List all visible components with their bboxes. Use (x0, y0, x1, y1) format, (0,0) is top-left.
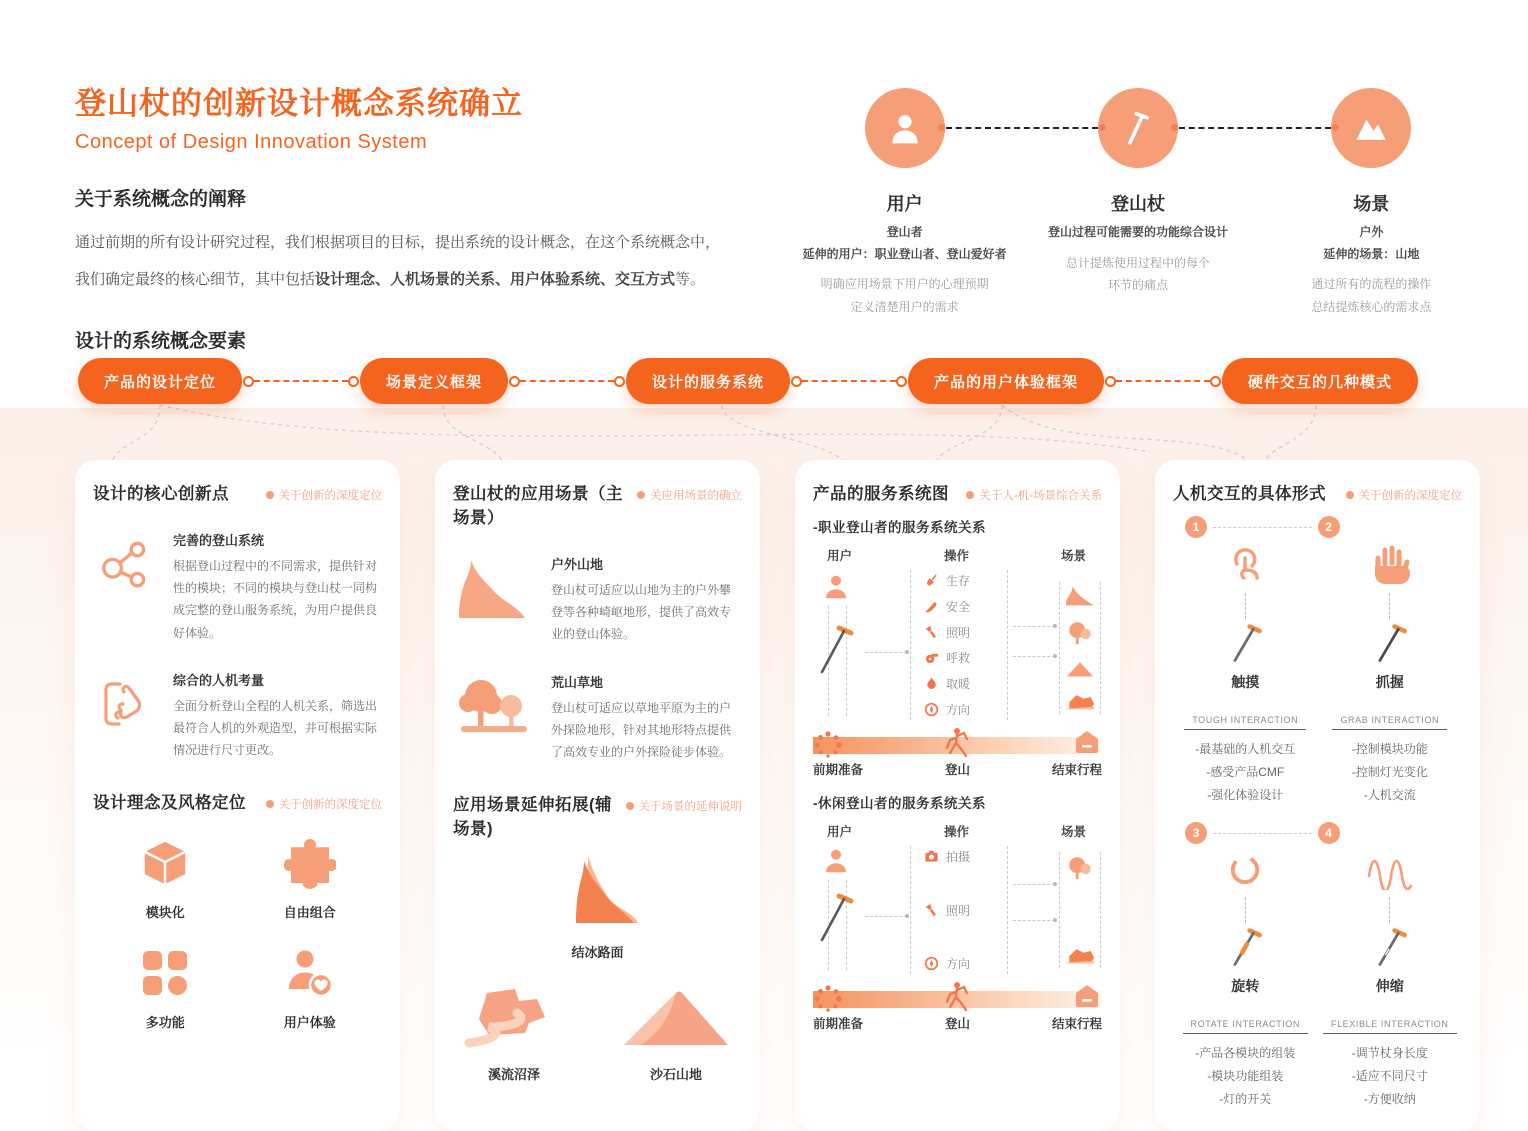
mini-rocks-icon (1064, 944, 1096, 965)
innovation-item (93, 670, 382, 762)
triad-connector-2 (1179, 127, 1331, 129)
col-scene: 场景 (1060, 825, 1086, 839)
op-label: 照明 (946, 625, 971, 640)
pill-design-positioning: 产品的设计定位 (78, 358, 242, 404)
dashed-line (1013, 920, 1055, 921)
pill-interaction-modes: 硬件交互的几种模式 (1222, 358, 1418, 404)
pill-connector (254, 380, 348, 382)
intro-line1: 通过前期的所有设计研究过程，我们根据项目的目标，提出系统的设计概念，在这个系统概念中， (75, 234, 721, 251)
quad-bullet: -调节杖身长度 (1351, 1046, 1428, 1061)
triad-sub2: 延伸的用户：职业登山者、登山爱好者 (802, 246, 1007, 261)
flame-icon (924, 676, 939, 691)
quad-bullet: -感受产品CMF (1206, 764, 1285, 779)
spinner-dots-icon (813, 730, 843, 760)
op-label: 取暖 (946, 677, 971, 692)
aux-scene (616, 985, 736, 1083)
trekking-pole-icon (813, 890, 863, 946)
tag-dot-icon (266, 800, 274, 808)
style-cell (93, 837, 238, 921)
badge-row (1173, 822, 1462, 844)
hiker-icon (942, 726, 974, 760)
quad-en-label: FLEXIBLE INTERACTION (1323, 1017, 1457, 1034)
tl-prepare: 前期准备 (813, 1017, 864, 1031)
tag-dot-icon (1346, 491, 1354, 499)
sand-mountain-icon (616, 985, 736, 1051)
card4-title: 人机交互的具体形式 (1173, 485, 1326, 503)
triad-title: 场景 (1353, 194, 1390, 214)
casual-diagram (813, 846, 1102, 974)
op-row (924, 701, 1007, 718)
quad-bullet: -产品各模块的组装 (1195, 1046, 1296, 1061)
card2-subheading: 应用场景延伸拓展(辅场景) (453, 796, 612, 839)
mini-peak-icon (1065, 660, 1095, 677)
timeline-labels (813, 760, 1102, 778)
quad-en-label: GRAB INTERACTION (1332, 713, 1447, 730)
col-ops: 操作 (943, 825, 969, 839)
pro-diagram-label: -职业登山者的服务系统关系 (813, 520, 986, 535)
item-title: 荒山草地 (551, 674, 604, 690)
op-row (924, 955, 1007, 972)
dashed-line (1013, 884, 1055, 885)
share-nodes-icon (97, 534, 155, 592)
item-title: 完善的登山系统 (173, 533, 265, 548)
intro-line2-bold: 设计理念、人机场景的关系、用户体验系统、交互方式 (315, 270, 676, 288)
style-cell (238, 947, 383, 1031)
shovel-icon (924, 573, 939, 588)
user-icon (821, 846, 851, 876)
compass-icon (924, 702, 939, 717)
pill-scene-framework: 场景定义框架 (360, 358, 508, 404)
trekking-pole-icon (813, 622, 863, 678)
multi-function-icon (139, 947, 191, 999)
pill-connector (802, 380, 896, 382)
triad-connector-1 (946, 127, 1098, 129)
card-core-innovation (75, 460, 400, 1131)
tl-climb: 登山 (944, 763, 970, 777)
tag-dot-icon (266, 491, 274, 499)
casual-scene-list (1059, 852, 1101, 968)
item-text: 全面分析登山全程的人机关系，筛选出最符合人机的外观造型，并可根据实际情况进行尺寸更改。 (173, 698, 378, 758)
quadrant-flex (1318, 848, 1463, 1110)
style-label: 用户体验 (283, 1015, 336, 1031)
op-label: 方向 (946, 957, 971, 971)
pill-connector (1116, 380, 1210, 382)
flashlight-icon (924, 903, 939, 918)
card2-subtag: 关于场景的延伸说明 (626, 798, 743, 814)
flashlight-icon (924, 625, 939, 640)
casual-diagram-label: -休闲登山者的服务系统关系 (813, 796, 986, 811)
triad-sub2: 延伸的场景：山地 (1323, 246, 1420, 261)
dashed-line (1013, 656, 1055, 657)
item-title: 户外山地 (551, 557, 604, 572)
aux-scene-label: 沙石山地 (649, 1067, 702, 1083)
header (75, 78, 735, 154)
item-text: 登山杖可适应以山地为主的户外攀登等各种崎岖地形，提供了高效专业的登山体验。 (551, 583, 732, 642)
style-label: 多功能 (145, 1015, 185, 1031)
card-interaction-forms (1155, 460, 1480, 1131)
number-badge: 1 (1185, 516, 1207, 538)
number-badge: 2 (1318, 516, 1340, 538)
whistle-icon (924, 650, 939, 665)
quad-title: 伸缩 (1375, 978, 1404, 995)
style-label: 模块化 (145, 905, 185, 921)
triad-sub1: 登山过程可能需要的功能综合设计 (1047, 225, 1228, 239)
triad-user (788, 88, 1021, 319)
intro-heading: 关于系统概念的阐释 (75, 189, 247, 210)
quadrant-grab (1318, 542, 1463, 806)
trekking-pole-icon (1222, 925, 1268, 969)
style-grid (93, 837, 382, 1031)
triad-desc1: 总计提炼使用过程中的每个 (1065, 255, 1210, 270)
triad-title: 登山杖 (1110, 194, 1165, 214)
op-label: 安全 (946, 599, 971, 614)
triad-diagram (788, 88, 1488, 319)
casual-ops-list (910, 846, 1008, 974)
card-application-scenes (435, 460, 760, 1131)
quad-title: 抓握 (1375, 674, 1404, 690)
dashed-line (1245, 897, 1246, 923)
home-icon (1074, 729, 1100, 755)
pro-diagram (813, 570, 1102, 720)
knife-icon (924, 599, 939, 614)
card2-title: 登山杖的应用场景（主场景） (453, 485, 623, 527)
dashed-line (1013, 626, 1055, 627)
tl-finish: 结束行程 (1051, 763, 1102, 777)
dashed-line (1389, 593, 1390, 619)
mini-slope-icon (1064, 585, 1096, 607)
pro-ops-list (910, 570, 1008, 720)
dashed-line (1213, 833, 1312, 834)
item-text: 登山杖可适应以草地平原为主的户外探险地形，针对其地形特点提供了高效专业的户外探险徒步体验。 (551, 700, 732, 759)
triad-title: 用户 (886, 194, 923, 214)
touch-screen-icon (98, 674, 154, 734)
diagram-columns (813, 822, 1102, 840)
mini-tree-icon (1066, 855, 1094, 881)
quad-bullet: -灯的开关 (1219, 1091, 1272, 1106)
quad-bullet: -最基础的人机交互 (1195, 742, 1296, 756)
intro-section (75, 184, 735, 299)
op-label: 方向 (946, 702, 971, 717)
badge-row (1173, 516, 1462, 538)
op-label: 照明 (946, 903, 971, 918)
innovation-item (93, 530, 382, 644)
aux-scene (453, 853, 742, 961)
card1-tag: 关于创新的深度定位 (266, 487, 383, 503)
dashed-line (1213, 527, 1312, 528)
compass-icon (924, 956, 939, 971)
touch-icon (1221, 542, 1269, 586)
quad-bullet: -控制灯光变化 (1351, 764, 1428, 779)
trekking-pole-icon (1367, 925, 1413, 969)
triad-sub1: 户外 (1359, 225, 1384, 239)
mini-tree-icon (1066, 620, 1094, 646)
item-text: 根据登山过程中的不同需求，提供针对性的模块；不同的模块与登山杖一同构成完整的登山服务系统，为用户提供良好体验。 (173, 559, 378, 640)
tl-finish: 结束行程 (1051, 1017, 1102, 1031)
aux-scene (459, 985, 569, 1083)
triad-desc1: 明确应用场景下用户的心理预期 (820, 277, 989, 292)
tag-dot-icon (966, 491, 974, 499)
intro-line2-post: 等。 (675, 270, 706, 288)
mini-rocks-icon (1064, 690, 1096, 711)
rotate-icon (1222, 848, 1268, 890)
dashed-line (865, 652, 907, 653)
diagram-columns (813, 546, 1102, 564)
op-row (924, 902, 1007, 919)
cube-icon (139, 837, 191, 889)
item-title: 综合的人机考量 (173, 672, 265, 688)
triad-desc2: 环节的痛点 (1107, 278, 1168, 293)
quad-title: 旋转 (1231, 978, 1260, 995)
timeline-labels (813, 1014, 1102, 1032)
card3-title: 产品的服务系统图 (813, 485, 949, 503)
tag-dot-icon (626, 802, 634, 810)
dashed-line (1245, 593, 1246, 619)
quad-en-label: ROTATE INTERACTION (1183, 1017, 1308, 1034)
aux-scene-label: 溪流沼泽 (487, 1067, 540, 1083)
quadrant-touch (1173, 542, 1318, 806)
card2-tag: 关应用场景的确立 (637, 487, 742, 503)
casual-timeline (813, 982, 1102, 1030)
pro-scene-list (1059, 582, 1101, 714)
quad-bullet: -强化体验设计 (1207, 787, 1284, 802)
quad-en-label: TOUGH INTERACTION (1184, 713, 1306, 730)
op-row (924, 624, 1007, 641)
aux-scene-label: 结冰路面 (571, 945, 624, 961)
triad-desc1: 通过所有的流程的操作 (1311, 277, 1432, 292)
card1-subtag: 关于创新的深度定位 (266, 796, 383, 812)
card1-subheading: 设计理念及风格定位 (93, 794, 246, 813)
trekking-pole-icon (1116, 106, 1160, 150)
col-ops: 操作 (943, 549, 969, 563)
quad-title: 触摸 (1231, 674, 1260, 690)
spinner-dots-icon (813, 984, 843, 1014)
style-cell (238, 837, 383, 921)
quad-bullet: -模块功能组装 (1207, 1069, 1284, 1084)
triad-scene (1255, 88, 1488, 319)
quad-bullet: -适应不同尺寸 (1351, 1069, 1428, 1084)
tl-climb: 登山 (944, 1017, 970, 1031)
home-icon (1074, 983, 1100, 1009)
scene-item (453, 672, 742, 764)
page-title: 登山杖的创新设计概念系统确立 (75, 86, 523, 121)
wave-icon (1364, 848, 1416, 890)
card-service-system (795, 460, 1120, 1131)
op-row (924, 649, 1007, 666)
scene-item (453, 554, 742, 646)
user-icon (883, 106, 927, 150)
quad-bullet: -控制模块功能 (1351, 742, 1428, 756)
style-cell (93, 947, 238, 1031)
triad-desc2: 定义清楚用户的需求 (850, 299, 959, 314)
triad-sub1: 登山者 (886, 225, 923, 239)
pro-timeline (813, 728, 1102, 776)
grassland-trees-icon (455, 676, 535, 738)
user-icon (821, 572, 851, 602)
op-row (924, 598, 1007, 615)
op-row (924, 675, 1007, 692)
op-row (924, 572, 1007, 589)
quadrant-rotate (1173, 848, 1318, 1110)
triad-desc2: 总结提炼核心的需求点 (1311, 299, 1432, 314)
op-label: 生存 (946, 574, 971, 588)
card4-tag: 关于创新的深度定位 (1346, 487, 1463, 503)
tag-dot-icon (637, 491, 645, 499)
quad-bullet: -方便收纳 (1363, 1091, 1416, 1106)
intro-line2-pre: 我们确定最终的核心细节，其中包括 (75, 270, 316, 288)
style-label: 自由组合 (283, 905, 336, 921)
camera-icon (924, 849, 939, 864)
pill-service-system: 设计的服务系统 (626, 358, 790, 404)
pill-ux-framework: 产品的用户体验框架 (908, 358, 1104, 404)
trekking-pole-icon (1367, 621, 1413, 665)
col-user: 用户 (827, 549, 853, 563)
card1-title: 设计的核心创新点 (93, 485, 229, 503)
trekking-pole-icon (1222, 621, 1268, 665)
mountain-icon (1349, 106, 1393, 150)
quad-bullet: -人机交流 (1363, 787, 1416, 802)
op-row (924, 848, 1007, 865)
page-subtitle: Concept of Design Innovation System (75, 131, 428, 153)
elements-heading: 设计的系统概念要素 (75, 331, 247, 352)
number-badge: 4 (1318, 822, 1340, 844)
triad-pole (1021, 88, 1254, 319)
puzzle-icon (284, 837, 336, 889)
col-user: 用户 (827, 825, 853, 839)
number-badge: 3 (1185, 822, 1207, 844)
pills-row (78, 358, 1418, 404)
outdoor-mountain-icon (455, 558, 535, 620)
icy-road-icon (546, 853, 650, 929)
tl-prepare: 前期准备 (813, 763, 864, 777)
hiker-icon (942, 980, 974, 1014)
dashed-line (865, 916, 907, 917)
palm-icon (1366, 542, 1414, 586)
op-label: 呼救 (946, 651, 971, 666)
pill-connector (520, 380, 614, 382)
intro-paragraph (75, 225, 735, 299)
op-label: 拍摄 (946, 850, 971, 864)
stream-swamp-icon (459, 985, 569, 1051)
col-scene: 场景 (1060, 549, 1086, 563)
dashed-line (1389, 897, 1390, 923)
user-heart-icon (284, 947, 336, 999)
card3-tag: 关于人-机-场景综合关系 (966, 487, 1102, 503)
